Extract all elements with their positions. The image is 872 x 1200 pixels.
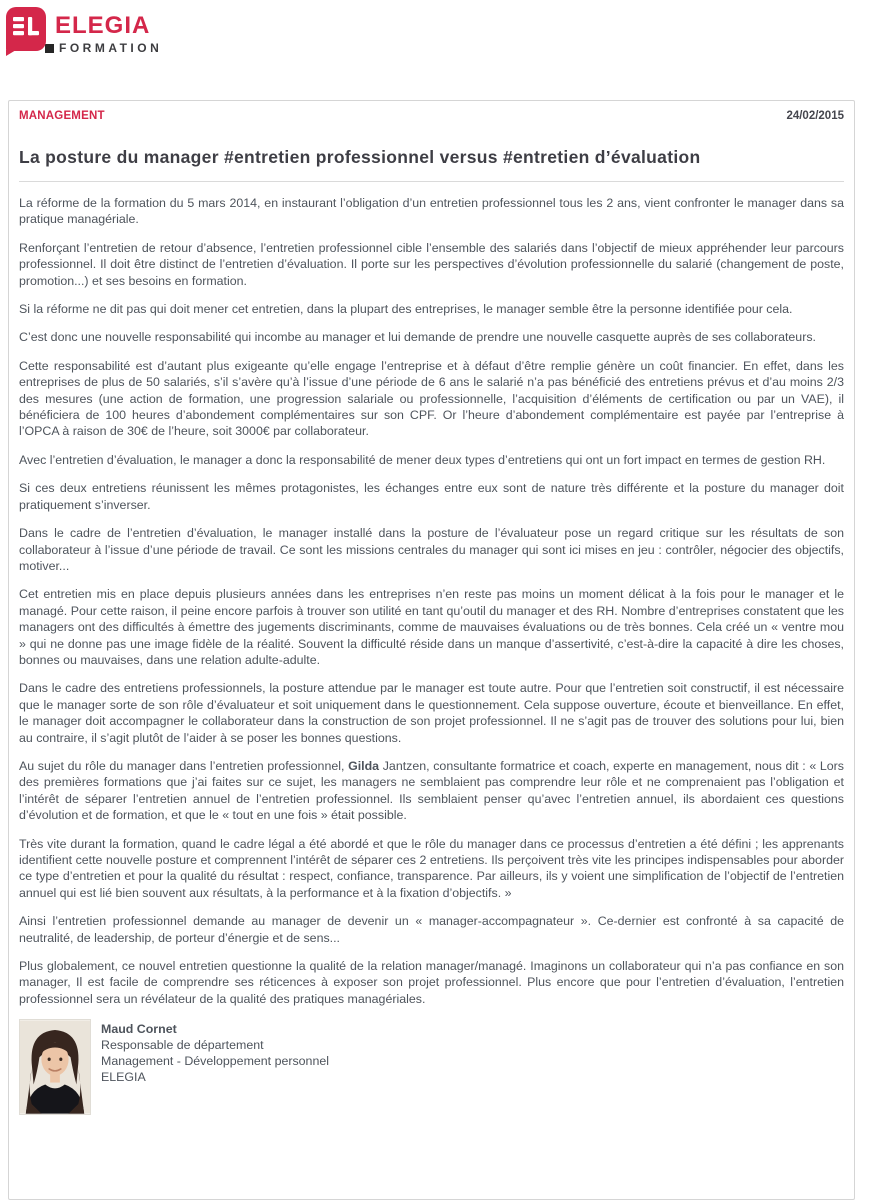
article-paragraph: Au sujet du rôle du manager dans l’entretien professionnel, Gilda Jantzen, consultante formatrice et coach, experte en management, nous dit : « Lors des premières formations que j’ai faites sur ce sujet, les managers ne semblaient pas comprendre leur rôle et ne comprenaient pas l’obligation et l’intérêt de séparer l’entretien annuel de l’entretien professionnel. Ils semblaient penser qu’avec l’entretien annuel, ils abordaient ces questions d’évolution et de formation, et que le « tout en une fois » était possible. xyxy=(19,758,844,823)
article-paragraph: Cet entretien mis en place depuis plusieurs années dans les entreprises n’en reste pas moins un moment délicat à la fois pour le manager et le managé. Pour cette raison, il peine encore parfois à trouver son utilité en tant qu’outil du manager et des RH. Nombre d’entreprises constatent que les managers ont des difficultés à émettre des jugements discriminants, comme de mauvaises évaluations ou de très bonnes. Cela créé un « ventre mou » qui ne donne pas une image fidèle de la réalité. Souvent la difficulté réside dans un manque d’assertivité, c’est-à-dire la capacité à dire les choses, bonnes ou mauvaises, dans une relation adulte-adulte. xyxy=(19,587,844,667)
author-block xyxy=(19,1019,844,1115)
article-paragraph: Avec l’entretien d’évaluation, le manager a donc la responsabilité de mener deux types d’entretiens qui ont un fort impact en termes de gestion RH. xyxy=(19,452,826,467)
article-meta-row xyxy=(19,110,844,122)
article-paragraph: La réforme de la formation du 5 mars 2014, en instaurant l’obligation d’un entretien professionnel tous les 2 ans, vient confronter le manager dans sa pratique managériale. xyxy=(19,196,844,227)
article-body xyxy=(19,195,844,1007)
article-paragraph: Dans le cadre des entretiens professionnels, la posture attendue par le manager est toute autre. Pour que l’entretien soit constructif, il est nécessaire que le manager sorte de son rôle d’évaluateur et soit uniquement dans le questionnement. Cela suppose ouverture, écoute et bienveillance. En effet, le manager doit accompagner le collaborateur dans la construction de son projet professionnel. Il ne s’agit pas de trouver des solutions pour lui, bien au contraire, il s’agit plutôt de l’aider à se poser les bonnes questions. xyxy=(19,681,844,745)
article-paragraph: Ainsi l’entretien professionnel demande au manager de devenir un « manager-accompagnateur ». Ce-dernier est confronté à sa capacité de neutralité, de leadership, de porteur d’énergie et de sens... xyxy=(19,914,844,945)
article-category: MANAGEMENT xyxy=(19,110,105,122)
article-paragraph: Dans le cadre de l’entretien d’évaluation, le manager installé dans la posture de l’évaluateur pose un regard critique sur les résultats de son collaborateur à l’issue d’une période de travail. Ce sont les missions centrales du manager qui sont ici mises en jeu : contrôler, négocier des objectifs, motiver... xyxy=(19,526,844,573)
brand-name: ELEGIA xyxy=(55,12,151,39)
article-paragraph: Renforçant l’entretien de retour d’absence, l’entretien professionnel cible l’ensemble des salariés dans l’objectif de mieux appréhender leur parcours professionnel. Il doit être distinct de l’entretien d’évaluation. Il porte sur les perspectives d’évolution professionnelle du salarié (changement de poste, promotion...) et ses besoins en formation. xyxy=(19,240,844,288)
logo-text xyxy=(55,7,162,55)
article-paragraph: Très vite durant la formation, quand le cadre légal a été abordé et que le rôle du manager dans ce processus d’entretien a été défini ; les apprenants identifient cette nouvelle posture et comprennent l’intérêt de séparer ces 2 entretiens. Ils perçoivent très vite les principes indispensables pour aborder ce type d’entretien et pour la qualité du résultat : respect, confiance, transparence. Par ailleurs, ils y voient une simplification de l’objectif de l’entretien annuel qui est lié bien souvent aux résultats, à la performance et à la fixation d’objectifs. » xyxy=(19,836,844,900)
author-photo xyxy=(19,1019,91,1115)
article-paragraph: Cette responsabilité est d’autant plus exigeante qu’elle engage l’entreprise et à défaut d’être remplie génère un coût financier. En effet, dans les entreprises de plus de 50 salariés, s’il s’avère qu’à l’issue d’une période de 6 ans le salarié n’a pas bénéficié des entretiens prévus et d’au moins 2/3 des mesures (une action de formation, une progression salariale ou professionnelle, l’acquisition d’éléments de certification ou par un VAE), il bénéficiera de 100 heures d’abondement complémentaires sur son CPF. Or l’heure d’abondement complémentaire est payée par l’entreprise à l’OPCA à raison de 30€ de l’heure, soit 3000€ par collaborateur. xyxy=(19,358,844,439)
el-monogram-icon xyxy=(6,7,46,51)
article-date: 24/02/2015 xyxy=(786,110,844,122)
article-title: La posture du manager #entretien professionnel versus #entretien d’évaluation xyxy=(19,147,701,167)
author-department: Management - Développement personnel xyxy=(101,1054,329,1069)
tagline-row xyxy=(45,41,162,55)
article-card xyxy=(8,100,855,1200)
author-name: Maud Cornet xyxy=(101,1022,177,1037)
title-divider xyxy=(19,181,844,182)
article-paragraph: Si la réforme ne dit pas qui doit mener cet entretien, dans la plupart des entreprises, le manager semble être la personne identifiée pour cela. xyxy=(19,302,793,317)
author-company: ELEGIA xyxy=(101,1070,146,1085)
article-paragraph: C’est donc une nouvelle responsabilité qui incombe au manager et lui demande de prendre une nouvelle casquette auprès de ses collaborateurs. xyxy=(19,330,816,345)
brand-tagline: FORMATION xyxy=(59,41,163,55)
article-paragraph: Plus globalement, ce nouvel entretien questionne la qualité de la relation manager/managé. Imaginons un collaborateur qui n’a pas confiance en son manager, Il est facile de comprendre ses réticences à exposer son projet professionnel. Plus encore que pour l’entretien d’évaluation, l’entretien professionnel sera un révélateur de la qualité des pratiques managériales. xyxy=(19,959,844,1006)
elegia-logo-badge-icon xyxy=(6,7,46,51)
article-paragraph: Si ces deux entretiens réunissent les mêmes protagonistes, les échanges entre eux sont de nature très différente et la posture du manager doit pratiquement s’inverser. xyxy=(19,481,844,512)
square-bullet-icon xyxy=(45,44,54,53)
author-role: Responsable de département xyxy=(101,1038,264,1053)
elegia-logo xyxy=(6,7,162,55)
author-info xyxy=(101,1019,329,1085)
